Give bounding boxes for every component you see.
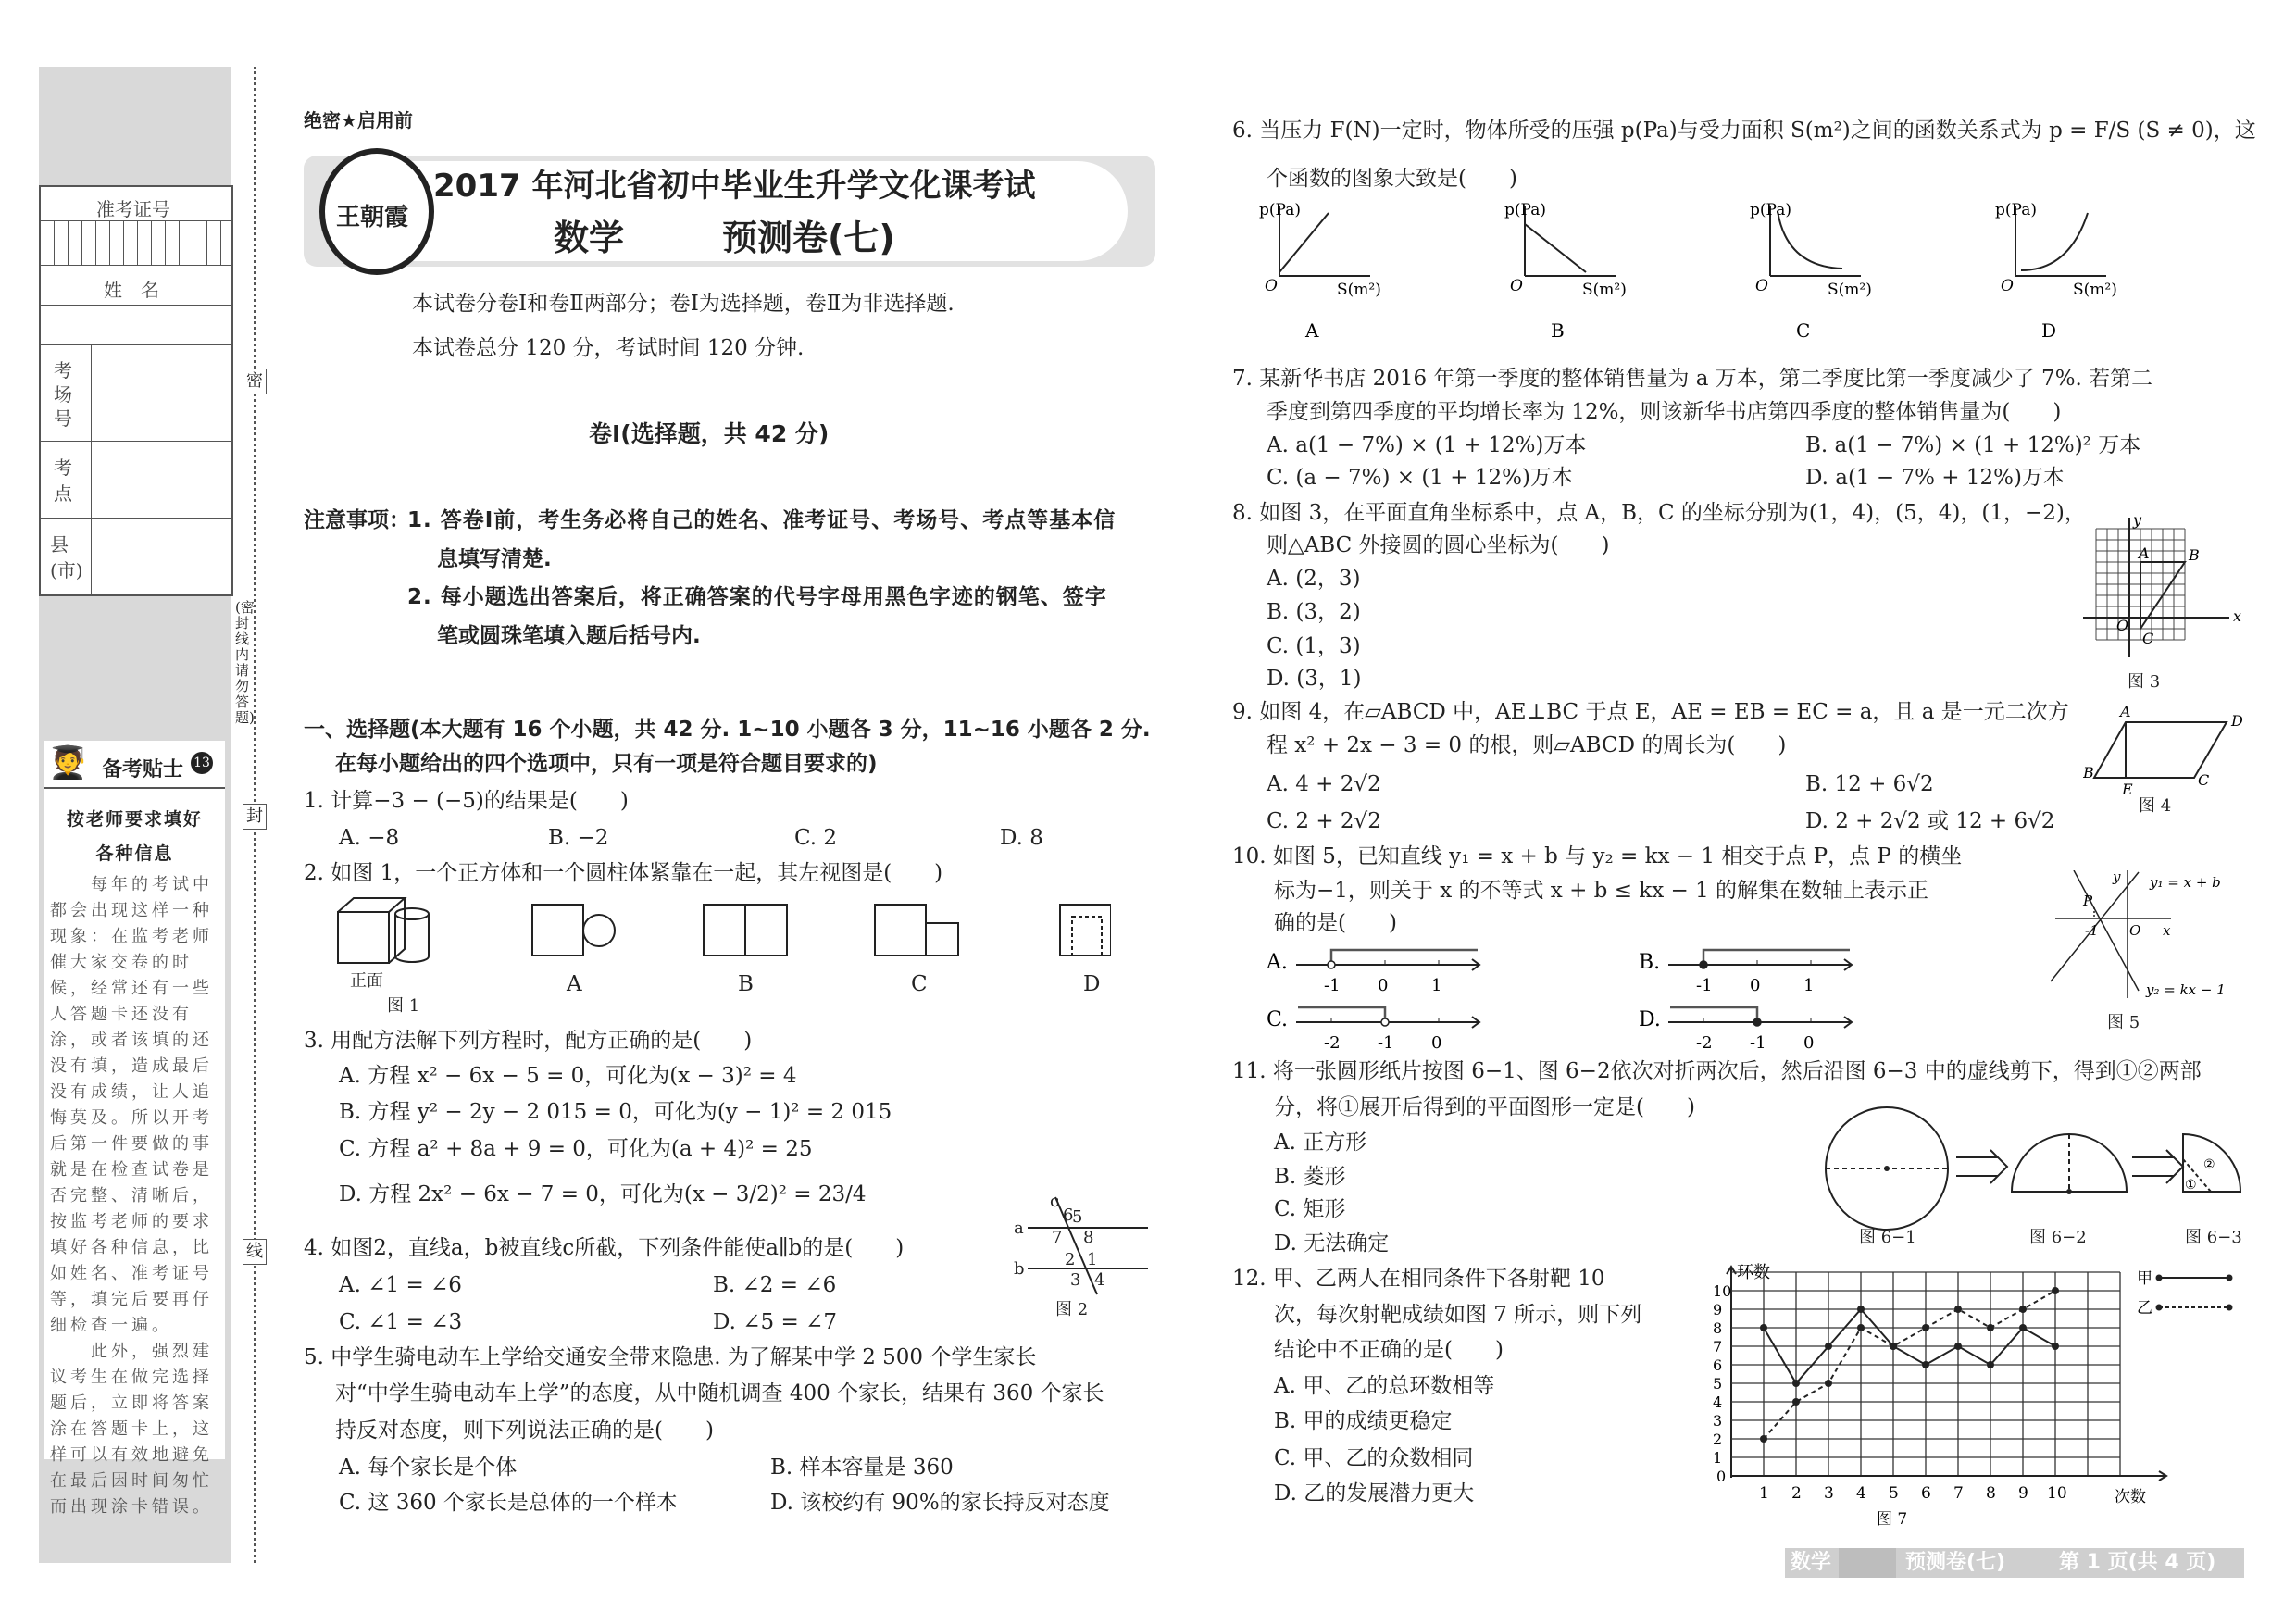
figure-7-score-chart [1703,1261,2259,1530]
q9-option-d: D. 2 + 2√2 或 12 + 6√2 [1805,809,2055,833]
name-input[interactable] [41,306,231,345]
option-label: C. [1267,1008,1289,1031]
question-10: 10. 如图 5，已知直线 y₁ = x + b 与 y₂ = kx − 1 相交于点 P，点 P 的横坐 [1232,844,1963,868]
x-axis-label: S(m²) [1828,281,1872,299]
data-point [1825,1380,1832,1387]
name-label-row [41,266,231,306]
svg-text:x: x [2163,922,2171,939]
x-tick-label: 6 [1921,1484,1931,1503]
seal-mark-xian: 线 [243,1239,267,1265]
q3-option-a: A. 方程 x² − 6x − 5 = 0，可化为(x − 3)² = 4 [339,1064,797,1088]
county-label: 县(市) [50,533,83,581]
tick-label: 0 [1803,1033,1815,1053]
tip-paragraph: 此外，强烈建议考生在做完选择题后，立即将答案涂在答题卡上，这样可以有效地避免在最后因时间匆忙而出现涂卡错误。 [50,1342,213,1517]
q12-option-a: A. 甲、乙的总环数相等 [1274,1374,1495,1398]
figure-6-folding [1822,1104,2248,1233]
y-axis-label: p(Pa) [1259,202,1301,219]
tip-banner [44,741,225,789]
option-label: A [1305,319,1319,341]
q10-option-b-number-line[interactable] [1639,944,1861,1000]
question-10-line: 标为−1，则关于 x 的不等式 x + b ≤ kx − 1 的解集在数轴上表示正 [1274,879,1929,903]
q5-option-c: C. 这 360 个家长是总体的一个样本 [339,1491,678,1515]
intro-line: 本试卷总分 120 分，考试时间 120 分钟. [412,336,805,360]
y-axis-title: 环数 [1737,1263,1770,1282]
question-12-line: 次，每次射靶成绩如图 7 所示，则下列 [1274,1303,1642,1327]
x-axis-label: S(m²) [1582,281,1627,299]
question-3: 3. 用配方法解下列方程时，配方正确的是( ) [304,1029,753,1053]
cube-cylinder-figure [338,898,429,963]
origin-label: O [1755,277,1768,295]
svg-text:O: O [2116,617,2129,634]
fig2-label: 3 [1070,1270,1081,1290]
q6-graph-d [1995,202,2199,341]
svg-text:C: C [2198,771,2210,789]
tick-label: -2 [1324,1033,1341,1053]
room-row[interactable] [41,345,231,442]
q2-option-a: A [567,972,582,996]
svg-text:x: x [2233,607,2242,625]
y-tick-label: 6 [1713,1356,1723,1374]
svg-text:E: E [2122,781,2133,796]
tick-label: 0 [1750,976,1761,995]
question-1: 1. 计算−3 − (−5)的结果是( ) [304,789,629,813]
data-point [2019,1324,2027,1331]
data-point [2019,1306,2027,1313]
logo-seal-text: 王朝霞 [336,204,409,231]
notice-item: 2. 每小题选出答案后，将正确答案的代号字母用黑色字迹的钢笔、签字 [407,585,1107,609]
q4-option-b: B. ∠2 = ∠6 [713,1273,837,1297]
q4-option-a: A. ∠1 = ∠6 [339,1273,462,1297]
y-tick-label: 9 [1713,1301,1723,1318]
fig6-3-caption: 图 6−3 [2185,1228,2242,1247]
q8-option-a: A. (2，3) [1267,567,1361,591]
figure-2-parallel-lines [1009,1193,1157,1299]
notice-item: 息填写清楚. [437,547,552,571]
option-label: B [1551,319,1565,341]
origin-label: O [2001,277,2014,295]
q3-option-c: C. 方程 a² + 8a + 9 = 0，可化为(a + 4)² = 25 [339,1137,813,1161]
question-6-line: 个函数的图象大致是( ) [1267,167,1517,191]
section-heading: 一、选择题(本大题有 16 个小题，共 42 分. 1~10 小题各 3 分，11~16 小题各 2 分. [304,718,1151,742]
fig2-label: 4 [1094,1270,1105,1290]
y-tick-label: 5 [1713,1375,1723,1393]
y-tick-label: 7 [1713,1338,1723,1356]
fig2-label: a [1014,1218,1024,1238]
section-heading: 在每小题给出的四个选项中，只有一项是符合题目要求的) [335,752,878,776]
seal-mark-mi: 密 [243,369,267,394]
data-point [1792,1398,1800,1406]
question-12-line: 结论中不正确的是( ) [1274,1338,1504,1362]
fig2-label: 8 [1083,1228,1094,1247]
exam-title: 2017 年河北省初中毕业生升学文化课考试 [433,168,1036,205]
notice-item: 笔或圆珠笔填入题后括号内. [437,624,701,648]
notice-item: 1. 答卷Ⅰ前，考生务必将自己的姓名、准考证号、考场号、考点等基本信 [407,508,1117,532]
figure-4-parallelogram [2083,704,2259,796]
x-axis-label: S(m²) [2073,281,2117,299]
q10-option-c-number-line[interactable] [1267,1002,1489,1057]
svg-text:②: ② [2203,1157,2215,1172]
data-point [1922,1324,1929,1331]
y-tick-label: 3 [1713,1412,1723,1430]
tip-title-2: 各种信息 [95,843,174,864]
room-label: 考场号 [54,359,72,430]
publisher-logo [319,148,434,275]
exam-id-label: 准考证号 [96,198,170,220]
x-tick-label: 10 [2047,1484,2067,1503]
legend-label: 乙 [2137,1299,2152,1318]
svg-text:A: A [2120,704,2131,720]
fig6-1-caption: 图 6−1 [1859,1228,1916,1247]
q12-option-d: D. 乙的发展潜力更大 [1274,1481,1475,1506]
q9-figure-caption: 图 4 [2139,796,2172,816]
question-6: 6. 当压力 F(N)一定时，物体所受的压强 p(Pa)与受力面积 S(m²)之间的函数关系式为 p = F/S (S ≠ 0)，这 [1232,119,2256,143]
tick-label: 0 [1431,1033,1442,1053]
page-footer [1785,1548,2244,1578]
candidate-info-form [39,185,233,596]
q6-graph-b [1504,202,1708,341]
question-7-line: 季度到第四季度的平均增长率为 12%，则该新华书店第四季度的整体销售量为( ) [1267,400,2062,424]
q10-option-d-number-line[interactable] [1639,1002,1861,1057]
tick-label: -1 [1696,976,1713,995]
q11-option-a: A. 正方形 [1274,1131,1367,1155]
q8-figure-caption: 图 3 [2128,672,2161,692]
q1-option-d: D. 8 [1000,826,1043,850]
q8-option-b: B. (3，2) [1267,600,1361,624]
question-12: 12. 甲、乙两人在相同条件下各射靶 10 [1232,1267,1605,1291]
svg-text:B: B [2083,764,2094,781]
q11-option-b: B. 菱形 [1274,1165,1346,1189]
tick-label: -1 [1324,976,1341,995]
q5-option-d: D. 该校约有 90%的家长持反对态度 [770,1491,1110,1515]
q8-option-d: D. (3，1) [1267,667,1362,691]
option-d-view [1060,905,1111,956]
option-label: A. [1267,951,1288,974]
data-point [1922,1361,1929,1368]
tick-label: -1 [1750,1033,1766,1053]
q7-option-d: D. a(1 − 7% + 12%)万本 [1805,466,2065,490]
question-10-line: 确的是( ) [1274,911,1397,935]
q5-option-a: A. 每个家长是个体 [339,1456,518,1480]
tick-label: 1 [1431,976,1442,995]
question-5: 5. 中学生骑电动车上学给交通安全带来隐患. 为了解某中学 2 500 个学生家长 [304,1345,1037,1369]
q5-option-b: B. 样本容量是 360 [770,1456,954,1480]
legend-label: 甲 [2137,1269,2152,1288]
tick-label: -2 [1696,1033,1713,1053]
fig2-label: b [1014,1259,1025,1279]
y-axis-label: p(Pa) [1750,202,1791,219]
q11-option-c: C. 矩形 [1274,1197,1346,1221]
fig2-label: 1 [1087,1250,1098,1269]
data-point [1954,1306,1962,1313]
q1-option-c: C. 2 [794,826,838,850]
fig2-label: 5 [1072,1207,1083,1227]
data-point [1825,1343,1832,1350]
intro-line: 本试卷分卷Ⅰ和卷Ⅱ两部分；卷Ⅰ为选择题，卷Ⅱ为非选择题. [412,292,955,316]
figure-3-grid [2081,514,2248,662]
question-9: 9. 如图 4，在▱ABCD 中，AE⊥BC 于点 E，AE = EB = EC = a，且 a 是一元二次方 [1232,700,2069,724]
question-4: 4. 如图2，直线a，b被直线c所截，下列条件能使a∥b的是( ) [304,1236,905,1260]
q2-option-b: B [738,972,754,996]
x-tick-label: 3 [1824,1484,1834,1503]
seal-note: (密封线内请勿答题) [235,599,255,726]
origin-label: O [1265,277,1278,295]
option-b-view [704,905,787,956]
q6-graph-c [1750,202,1953,341]
y-tick-label: 0 [1716,1468,1727,1485]
confidential-label: 绝密★启用前 [304,109,413,131]
name-label: 姓 名 [104,279,159,301]
tip-title: 按老师要求填好 [66,809,203,830]
question-11: 11. 将一张圆形纸片按图 6−1、图 6−2依次对折两次后，然后沿图 6−3 中的虚线剪下，得到①②两部 [1232,1059,2202,1083]
question-7: 7. 某新华书店 2016 年第一季度的整体销售量为 a 万本，第二季度比第一季度减少了 7%. 若第二 [1232,367,2153,391]
question-5-line: 持反对态度，则下列说法正确的是( ) [335,1418,714,1443]
q7-option-c: C. (a − 7%) × (1 + 12%)万本 [1267,466,1573,490]
svg-text:B: B [2189,546,2200,564]
data-point [1760,1324,1767,1331]
footer-page-number: 第 1 页(共 4 页) [2059,1551,2216,1574]
q6-graph-a [1259,202,1463,341]
x-axis-label: S(m²) [1337,281,1381,299]
site-label: 考点 [54,456,72,505]
paper-name: 预测卷(七) [722,218,895,258]
svg-text:A: A [2139,544,2150,562]
q9-option-b: B. 12 + 6√2 [1805,772,1934,796]
data-point [1857,1306,1865,1313]
q12-option-b: B. 甲的成绩更稳定 [1274,1409,1453,1433]
option-label: C [1796,319,1811,341]
fig2-label: 7 [1052,1228,1063,1247]
chart-caption: 图 7 [1877,1510,1908,1529]
exam-subject: 数学 [554,218,625,258]
y2-label: y₂ = kx − 1 [2146,981,2226,998]
footer-subject: 数学 [1791,1551,1832,1574]
county-row[interactable] [41,519,231,594]
tip-banner-title: 备考贴士 [102,758,184,781]
q2-option-d: D [1083,972,1101,996]
x-tick-label: 4 [1856,1484,1866,1503]
data-point [2052,1343,2059,1350]
site-row[interactable] [41,442,231,519]
x-tick-label: 2 [1791,1484,1802,1503]
tick-label: 0 [1378,976,1389,995]
student-illustration-icon: 🧑‍🎓 [48,744,88,781]
x-tick-label: 5 [1889,1484,1899,1503]
fig2-label: 2 [1065,1250,1076,1269]
data-point [1987,1361,1994,1368]
question-8-line: 则△ABC 外接圆的圆心坐标为( ) [1267,533,1610,557]
q8-option-c: C. (1，3) [1267,634,1361,658]
notice-label: 注意事项： [304,508,410,532]
svg-text:y: y [2113,870,2121,885]
tip-paragraph: 每年的考试中都会出现这样一种现象：在监考老师催大家交卷的时候，经常还有一些人答题卡还没有涂，或者该填的还没有填，造成最后没有成绩，让人追悔莫及。所以开考后第一件要做的事就是在检查试卷是否完整、清晰后，按监考老师的要求填好各种信息，比如姓名、准考证号等，填完后要再仔细检查一遍。 [50,875,213,1335]
y-tick-label: 8 [1713,1319,1723,1337]
part-heading: 卷Ⅰ(选择题，共 42 分) [589,420,830,447]
figure-5-lines [2046,870,2250,1000]
y-tick-label: 10 [1713,1282,1732,1300]
data-point [1792,1380,1800,1387]
q2-figures [333,893,1111,968]
q9-option-c: C. 2 + 2√2 [1267,809,1381,833]
q10-figure-caption: 图 5 [2107,1013,2140,1032]
y1-label: y₁ = x + b [2150,874,2221,891]
data-point [1890,1343,1897,1350]
svg-text:y: y [2133,514,2142,529]
q12-option-c: C. 甲、乙的众数相同 [1274,1446,1474,1470]
data-point [1987,1324,1994,1331]
svg-text:-1: -1 [2085,922,2099,939]
q1-option-a: A. −8 [339,826,400,850]
question-8: 8. 如图 3，在平面直角坐标系中，点 A，B，C 的坐标分别为(1，4)，(5，4)，(1，−2)， [1232,501,2086,525]
exam-id-input[interactable] [41,221,231,266]
question-5-line: 对“中学生骑电动车上学”的态度，从中随机调查 400 个家长，结果有 360 个家长 [335,1381,1104,1406]
question-9-line: 程 x² + 2x − 3 = 0 的根，则▱ABCD 的周长为( ) [1267,733,1787,757]
q3-option-b: B. 方程 y² − 2y − 2 015 = 0，可化为(y − 1)² = 2 015 [339,1100,892,1124]
q9-option-a: A. 4 + 2√2 [1267,772,1381,796]
y-axis-label: p(Pa) [1504,202,1546,219]
q2-option-c: C [911,972,928,996]
x-tick-label: 8 [1986,1484,1996,1503]
x-axis-title: 次数 [2115,1488,2146,1506]
footer-paper: 预测卷(七) [1905,1551,2006,1574]
svg-text:①: ① [2185,1178,2197,1193]
option-a-view [532,905,615,956]
q7-option-a: A. a(1 − 7%) × (1 + 12%)万本 [1267,433,1587,457]
x-tick-label: 1 [1759,1484,1769,1503]
data-point [2052,1287,2059,1294]
tick-label: -1 [1378,1033,1394,1053]
y-tick-label: 1 [1713,1449,1723,1467]
q10-option-a-number-line[interactable] [1267,944,1489,1000]
y-tick-label: 2 [1713,1431,1723,1448]
question-2: 2. 如图 1，一个正方体和一个圆柱体紧靠在一起，其左视图是( ) [304,861,943,885]
x-tick-label: 7 [1953,1484,1964,1503]
option-label: D. [1639,1008,1661,1031]
q3-option-d: D. 方程 2x² − 6x − 7 = 0，可化为(x − 3/2)² = 23/4 [339,1182,867,1206]
x-tick-label: 9 [2018,1484,2028,1503]
svg-text:C: C [2142,630,2154,647]
svg-text:O: O [2129,922,2141,939]
question-11-line: 分，将①展开后得到的平面图形一定是( ) [1274,1095,1695,1119]
q4-figure-caption: 图 2 [1055,1300,1089,1319]
data-point [1760,1435,1767,1443]
fig2-label: 6 [1063,1206,1074,1225]
q4-option-d: D. ∠5 = ∠7 [713,1310,837,1334]
y-axis-label: p(Pa) [1995,202,2037,219]
y-tick-label: 4 [1713,1393,1723,1411]
data-point [1857,1324,1865,1331]
seal-mark-feng: 封 [243,804,267,830]
origin-label: O [1510,277,1523,295]
q4-option-c: C. ∠1 = ∠3 [339,1310,463,1334]
svg-text:D: D [2231,712,2243,730]
q7-option-b: B. a(1 − 7%) × (1 + 12%)² 万本 [1805,433,2141,457]
exam-tip-box [44,741,225,1517]
q11-option-d: D. 无法确定 [1274,1231,1390,1256]
option-label: B. [1639,951,1661,974]
option-c-view [875,905,958,956]
tip-number-badge: 13 [191,752,213,774]
q2-front-label: 正面 [350,971,383,991]
svg-text:P: P [2083,893,2093,909]
fig2-label: c [1050,1193,1060,1211]
q2-figure-caption: 图 1 [387,996,420,1016]
data-point [1954,1343,1962,1350]
fig6-2-caption: 图 6−2 [2029,1228,2087,1247]
tick-label: 1 [1803,976,1815,995]
q1-option-b: B. −2 [548,826,609,850]
option-label: D [2041,319,2057,341]
exam-id-label-row [41,187,231,221]
